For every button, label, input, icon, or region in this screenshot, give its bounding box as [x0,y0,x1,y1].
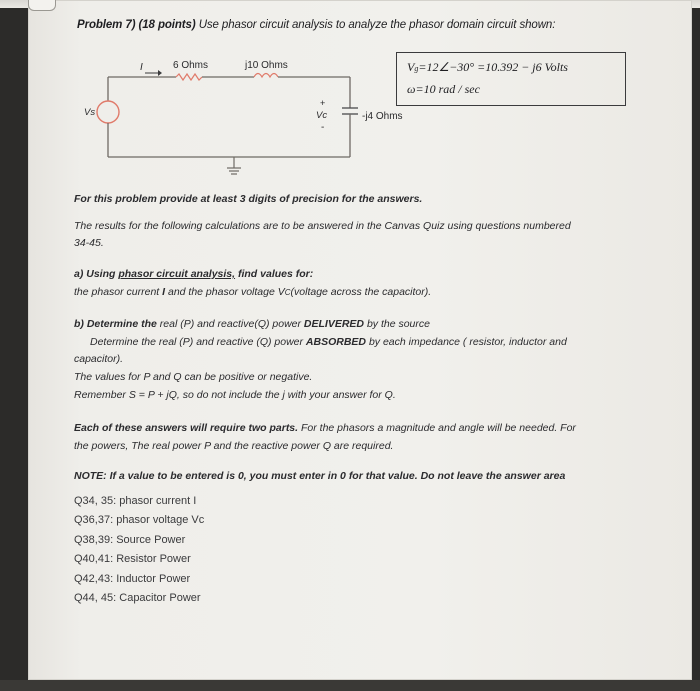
problem-statement: Use phasor circuit analysis to analyze the phasor domain circuit shown: [198,19,556,31]
resistor-label: 6 Ohms [173,60,209,71]
note-line: NOTE: If a value to be entered is 0, you must enter in 0 for that value. Do not leave the answer area [74,470,566,482]
current-label: I [140,62,143,73]
vg-symbol: V [407,60,415,74]
two-parts-line2: the powers, The real power P and the reactive power Q are required. [74,440,394,452]
resistor-symbol [176,74,202,80]
question-item: Q38,39: Source Power [74,534,186,546]
capacitor-voltage-label: Vc [316,110,328,121]
source-label: Vs [84,107,96,118]
voltage-source-symbol [97,101,119,123]
given-omega: ω=10 rad / sec [407,82,480,96]
given-source-voltage [407,57,625,79]
vg-subscript: g [414,64,419,73]
capacitor-plus: + [320,98,326,108]
vg-value: =12∠−30° =10.392 − j6 Volts [418,60,568,74]
canvas-instruction-line1: The results for the following calculations are to be answered in the Canvas Quiz using questions numbered [74,220,571,232]
part-a-current-symbol: I [162,286,166,298]
part-a-link-text: phasor circuit analysis, [118,268,236,280]
inductor-label: j10 Ohms [245,60,288,71]
question-item: Q36,37: phasor voltage Vc [74,514,205,526]
part-a-rest: find values for: [237,268,314,280]
part-b-line3: capacitor). [74,353,124,365]
part-b-line5: Remember S = P + jQ, so do not include the j with your answer for Q. [74,389,396,401]
part-a-line1 [74,268,313,280]
problem-label: Problem 7) (18 points) [77,19,196,31]
capacitor-label: -j4 Ohms [362,111,403,122]
canvas-instruction-line2: 34-45. [74,237,104,249]
two-parts-line1: Each of these answers will require two parts. For the phasors a magnitude and angle will be needed. For [74,422,576,434]
part-b-line4: The values for P and Q can be positive or negative. [74,371,313,383]
current-arrow-head [158,70,162,76]
bottom-edge [0,680,700,691]
precision-instruction: For this problem provide at least 3 digits of precision for the answers. [74,193,423,205]
question-item: Q40,41: Resistor Power [74,553,191,565]
question-item: Q34, 35: phasor current I [74,495,197,507]
part-b-line1: b) Determine the real (P) and reactive(Q) power DELIVERED by the source [74,318,430,330]
inductor-symbol [254,74,278,78]
part-b-line2: Determine the real (P) and reactive (Q) power ABSORBED by each impedance ( resistor, inductor and [90,336,567,348]
question-item: Q44, 45: Capacitor Power [74,592,201,604]
capacitor-minus: - [321,122,325,133]
part-a-prefix: a) Using [74,268,116,280]
question-item: Q42,43: Inductor Power [74,573,191,585]
given-values-box [396,52,626,106]
part-a-line2: the phasor current I and the phasor voltage VC(voltage across the capacitor). [74,286,432,298]
